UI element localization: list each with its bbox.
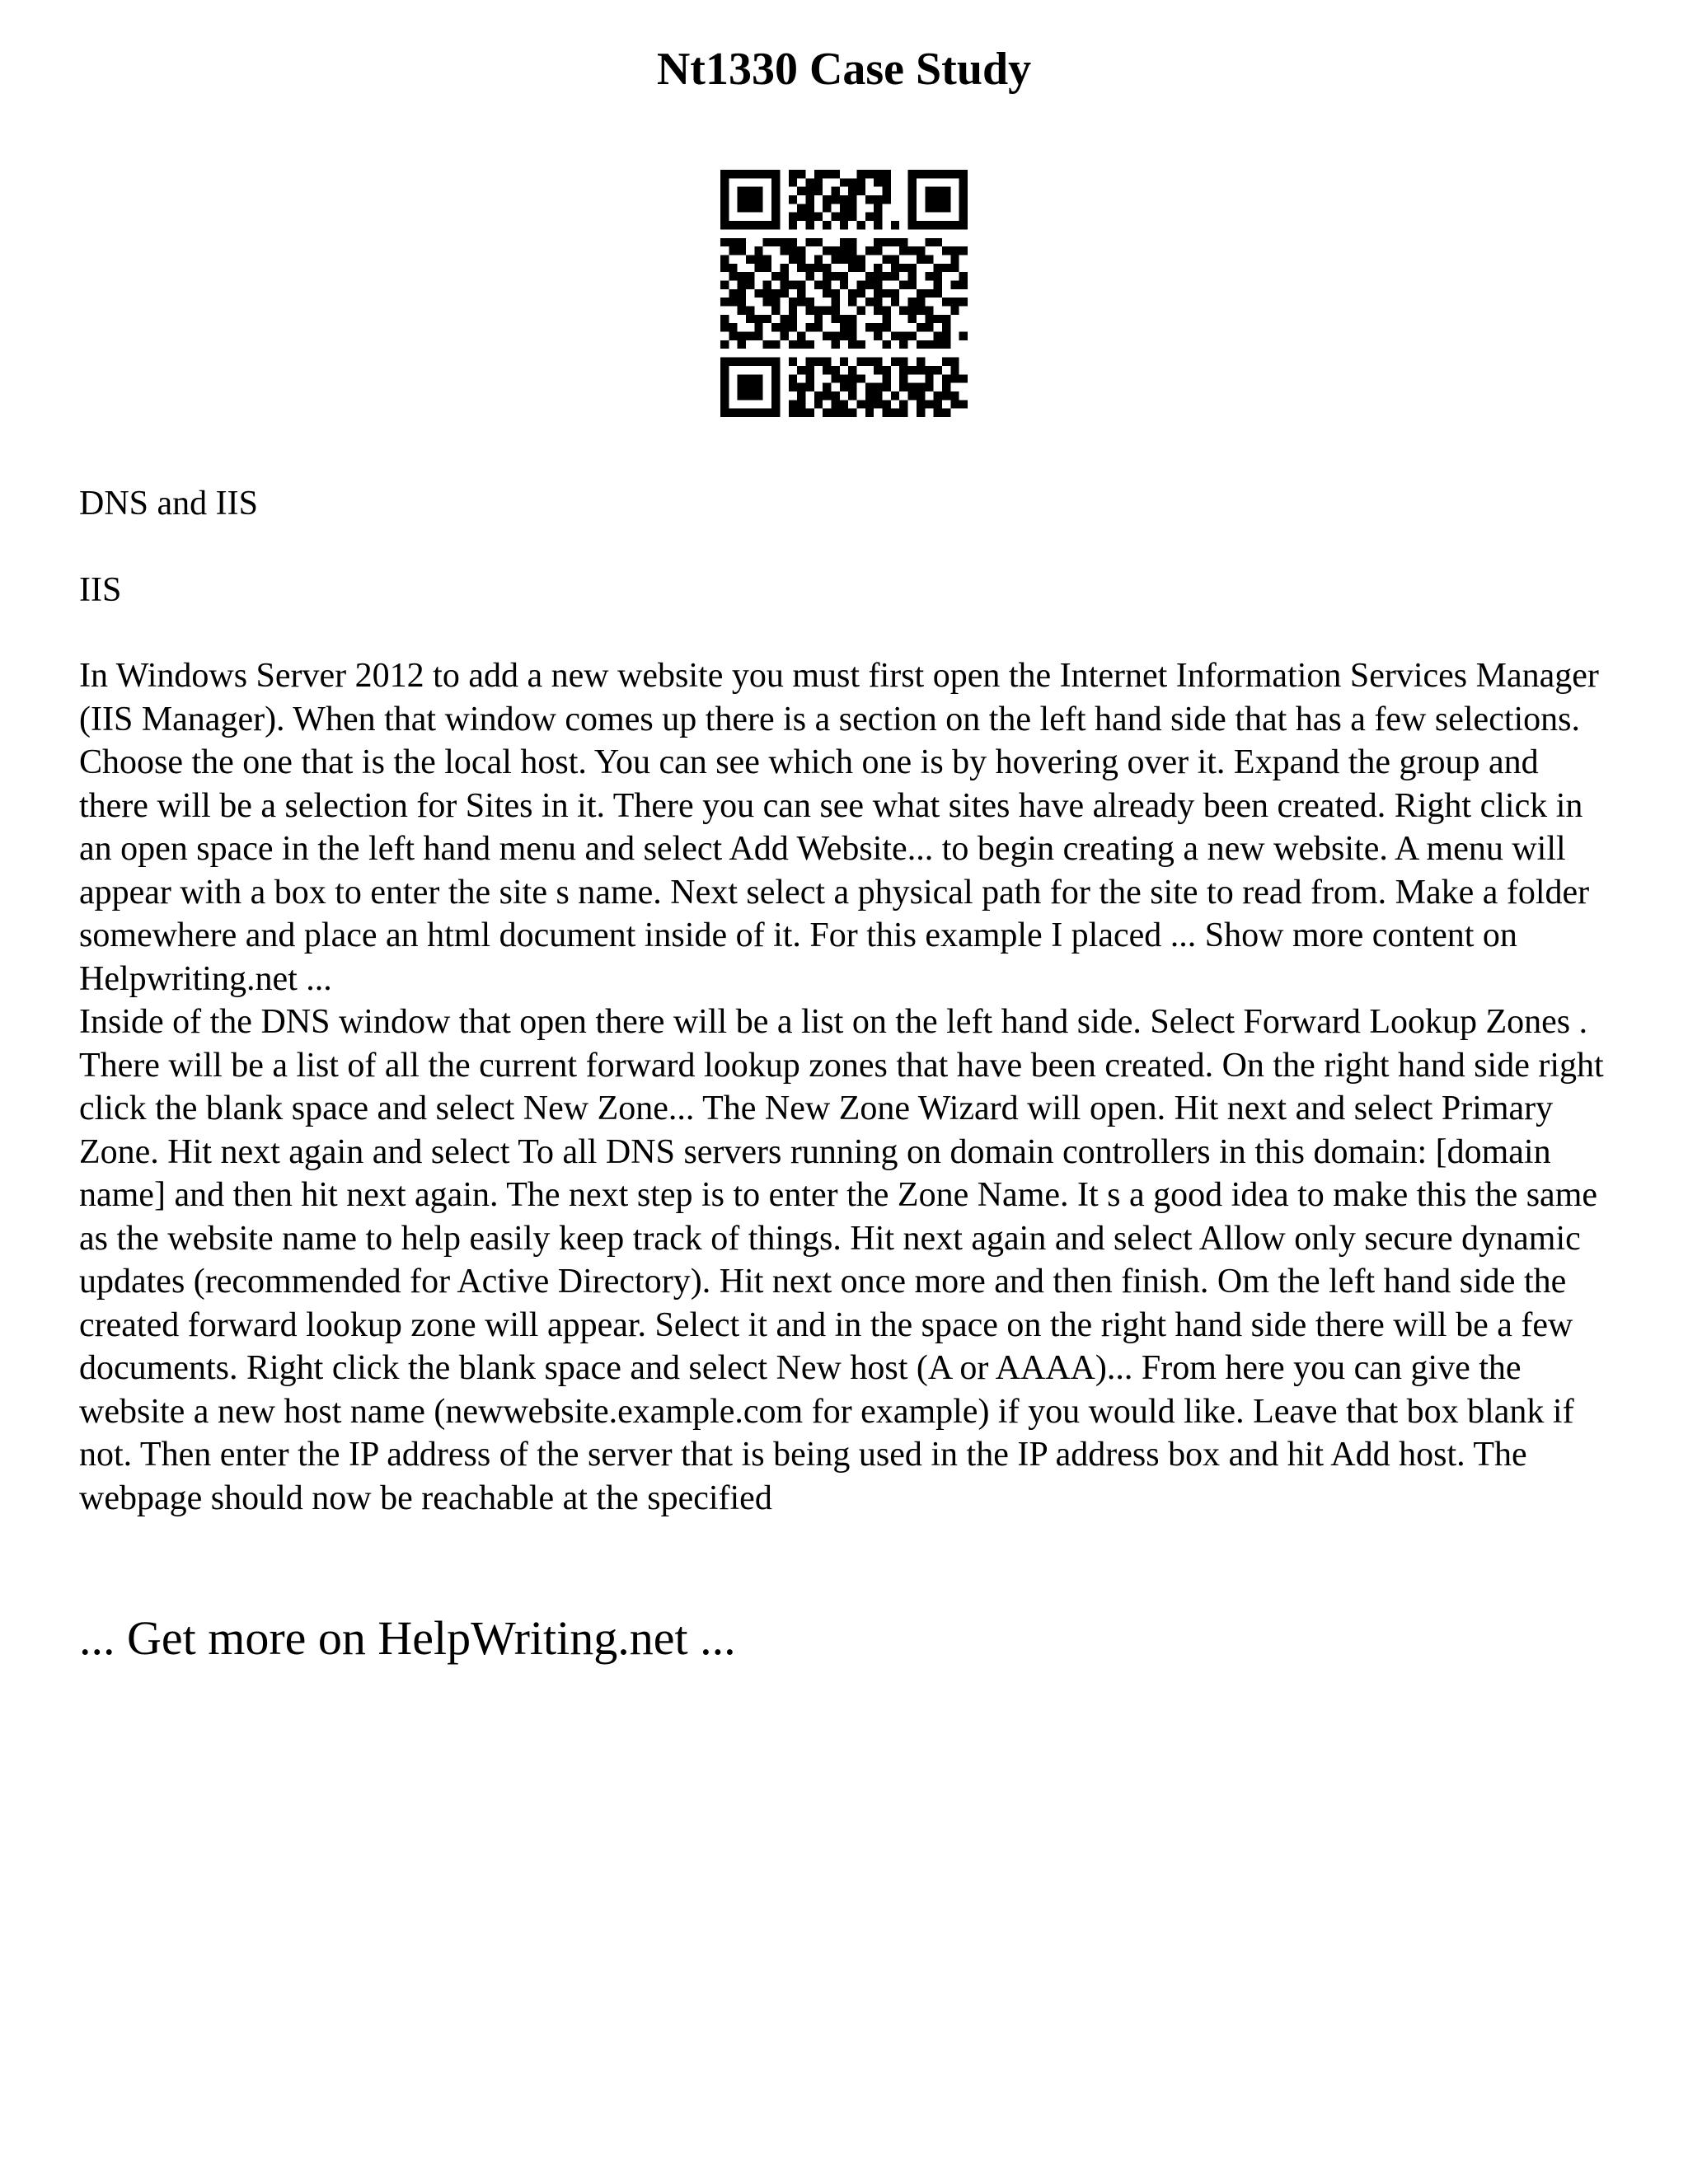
qr-code-graphic <box>720 170 968 417</box>
section-heading: DNS and IIS <box>79 485 258 523</box>
page-title: Nt1330 Case Study <box>656 44 1032 95</box>
subheading: IIS <box>79 570 122 609</box>
qr-code-icon[interactable] <box>720 170 968 417</box>
paragraph-spacer <box>79 612 1612 654</box>
body-paragraph-iis: In Windows Server 2012 to add a new website you must first open the Internet Information Services Manager (IIS Manager). When that window comes up there is a section on the left hand side that has a few selections. Choose the one that is the local host. You can see which one is by hovering over it. Expand the group and there will be a selection for Sites in it. There you can see what sites have already been created. Right click in an open space in the left hand menu and select Add Website... to begin creating a new website. A menu will appear with a box to enter the site s name. Next select a physical path for the site to read from. Make a folder somewhere and place an html document inside of it. For this example I placed ... Show more content on Helpwriting.net ... <box>79 657 1599 998</box>
paragraph-spacer <box>79 526 1612 569</box>
document-body <box>79 482 1612 1520</box>
body-paragraph-dns: Inside of the DNS window that open there will be a list on the left hand side. Select Forward Lookup Zones . There will be a list of all the current forward lookup zones that have been created. On the right hand side right click the blank space and select New Zone... The New Zone Wizard will open. Hit next and select Primary Zone. Hit next again and select To all DNS servers running on domain controllers in this domain: [domain name] and then hit next again. The next step is to enter the Zone Name. It s a good idea to make this the same as the website name to help easily keep track of things. Hit next again and select Allow only secure dynamic updates (recommended for Active Directory). Hit next once more and then finish. Om the left hand side the created forward lookup zone will appear. Select it and in the space on the right hand side there will be a few documents. Right click the blank space and select New host (A or AAAA)... From here you can give the website a new host name (newwebsite.example.com for example) if you would like. Leave that box blank if not. Then enter the IP address of the server that is being used in the IP address box and hit Add host. The webpage should now be reachable at the specified <box>79 1003 1604 1517</box>
get-more-link[interactable]: ... Get more on HelpWriting.net ... <box>79 1611 736 1665</box>
